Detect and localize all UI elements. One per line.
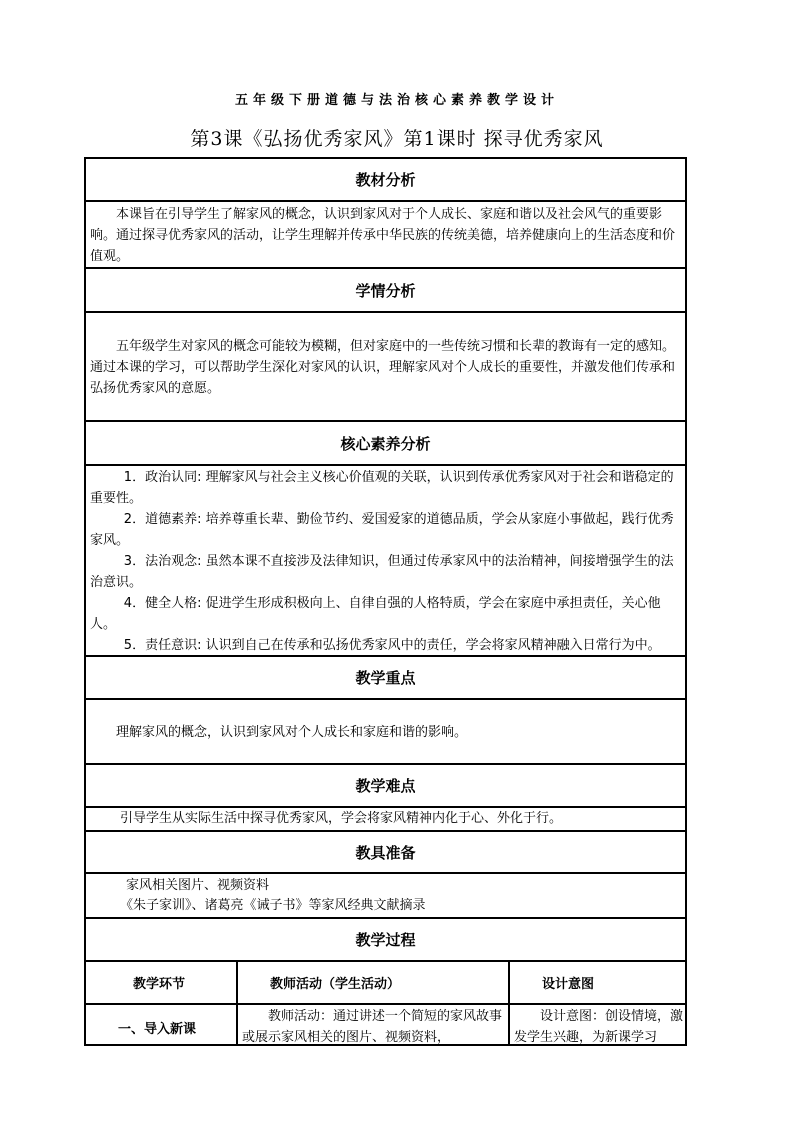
core-literacy-item: 4．健全人格: 促进学生形成积极向上、自律自强的人格特质，学会在家庭中承担责任，关心他人。 [90, 596, 661, 632]
section-heading-label: 教学重点 [355, 669, 416, 687]
process-teacher-text: 教师活动：通过讲述一个简短的家风故事或展示家风相关的图片、视频资料， [242, 1009, 503, 1045]
section-heading-key-points [86, 657, 685, 700]
section-heading-difficulties [86, 765, 685, 808]
column-header-stage [86, 962, 236, 1003]
section-heading-label: 教学难点 [355, 777, 416, 795]
textbook-analysis-text: 本课旨在引导学生了解家风的概念，认识到家风对于个人成长、家庭和谐以及社会风气的重要影响。通过探寻优秀家风的活动，让学生理解并传承中华民族的传统美德，培养健康向上的生活态度和价值观。 [90, 207, 676, 264]
section-heading-label: 教具准备 [355, 843, 416, 862]
section-body-key-points [86, 700, 685, 765]
section-heading-label: 教学过程 [355, 931, 416, 949]
process-row-intent [510, 1005, 685, 1046]
section-heading-label: 学情分析 [355, 281, 416, 300]
section-body-materials [86, 874, 685, 919]
column-header-label: 设计意图 [542, 977, 595, 992]
column-header-intent [510, 962, 685, 1003]
section-heading-textbook-analysis [86, 159, 685, 202]
core-literacy-item: 2．道德素养: 培养尊重长辈、勤俭节约、爱国爱家的道德品质，学会从家庭小事做起，践行优秀家风。 [90, 512, 674, 548]
section-heading-materials [86, 832, 685, 874]
section-heading-label: 教材分析 [355, 171, 416, 189]
section-body-core-literacy [86, 466, 685, 657]
process-stage-label: 一、导入新课 [118, 1022, 197, 1037]
student-analysis-text: 五年级学生对家风的概念可能较为模糊，但对家庭中的一些传统习惯和长辈的教诲有一定的感知。通过本课的学习，可以帮助学生深化对家风的认识，理解家风对个人成长的重要性，并激发他们传承和弘扬优秀家风的意愿。 [90, 339, 676, 396]
process-row-teacher [238, 1005, 508, 1046]
section-body-textbook-analysis [86, 202, 685, 269]
difficulties-text: 引导学生从实际生活中探寻优秀家风，学会将家风精神内化于心、外化于行。 [120, 811, 563, 826]
lesson-title: 第3课《弘扬优秀家风》第1课时 探寻优秀家风 [190, 128, 604, 150]
process-row-stage [86, 1005, 236, 1046]
section-heading-core-literacy [86, 422, 685, 466]
materials-item: 《朱子家训》、诸葛亮《诫子书》等家风经典文献摘录 [120, 898, 426, 913]
section-body-student-analysis [86, 313, 685, 422]
column-header-label: 教师活动（学生活动） [270, 977, 401, 992]
key-points-text: 理解家风的概念，认识到家风对个人成长和家庭和谐的影响。 [116, 725, 468, 740]
section-heading-label: 核心素养分析 [340, 434, 431, 453]
materials-item: 家风相关图片、视频资料 [126, 878, 270, 893]
section-heading-process [86, 919, 685, 962]
section-body-difficulties [86, 808, 685, 832]
column-header-teacher [238, 962, 508, 1003]
process-table [86, 962, 685, 1046]
column-header-label: 教学环节 [133, 977, 186, 992]
section-heading-student-analysis [86, 269, 685, 313]
core-literacy-item: 1．政治认同: 理解家风与社会主义核心价值观的关联，认识到传承优秀家风对于社会和谐稳定的重要性。 [90, 470, 674, 506]
process-intent-text: 设计意图：创设情境，激发学生兴趣，为新课学习 [514, 1009, 684, 1045]
core-literacy-item: 5．责任意识: 认识到自己在传承和弘扬优秀家风中的责任，学会将家风精神融入日常行为中。 [123, 638, 661, 653]
lesson-plan-table [84, 157, 687, 1046]
core-literacy-item: 3．法治观念: 虽然本课不直接涉及法律知识，但通过传承家风中的法治精神，间接增强学生的法治意识。 [90, 554, 674, 590]
document-title: 五年级下册道德与法治核心素养教学设计 [234, 93, 559, 108]
